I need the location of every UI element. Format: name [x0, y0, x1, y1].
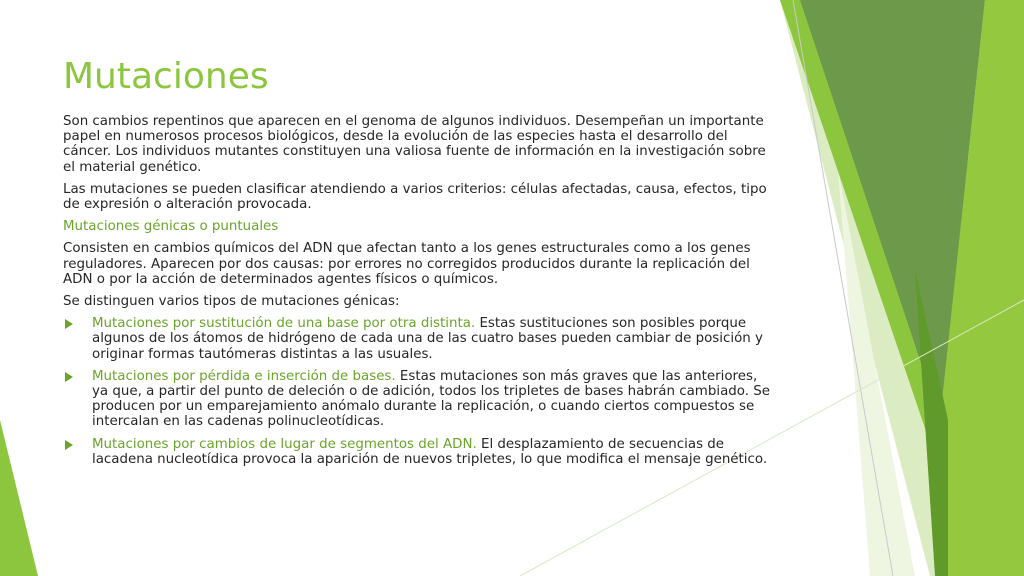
section-subtitle: Mutaciones génicas o puntuales	[63, 219, 279, 235]
list-item	[63, 316, 775, 362]
slide-body	[63, 114, 775, 474]
slide-title: Mutaciones	[63, 56, 269, 97]
types-intro-paragraph: Se distinguen varios tipos de mutaciones génicas:	[63, 294, 400, 310]
intro-paragraph: Son cambios repentinos que aparecen en el genoma de algunos individuos. Desempeñan un importante papel en numerosos procesos biológicos, desde la evolución de las especies hasta el desarrollo del cáncer. Los individuos mutantes constituyen una valiosa fuente de información en la investigación sobre el material genético.	[63, 114, 766, 175]
bullet-text: Estas mutaciones son más graves que las anteriores, ya que, a partir del punto de deleción o de adición, todos los tripletes de bases habrán cambiado. Se producen por un emparejamiento anómalo durante la replicación, o cuando ciertos compuestos se intercalan en las cadenas polinucleotídicas.	[92, 368, 770, 430]
arrow-bullet-icon	[65, 440, 73, 450]
mutation-types-list	[63, 316, 775, 467]
bullet-heading: Mutaciones por cambios de lugar de segmentos del ADN.	[92, 436, 477, 452]
list-item	[63, 437, 775, 467]
list-item	[63, 369, 775, 430]
arrow-bullet-icon	[65, 319, 73, 329]
bullet-text: El desplazamiento de secuencias de lacadena nucleotídica provoca la aparición de nuevos tripletes, lo que modifica el mensaje genético.	[92, 436, 768, 467]
arrow-bullet-icon	[65, 372, 73, 382]
left-green-sliver	[0, 420, 38, 576]
bullet-heading: Mutaciones por sustitución de una base por otra distinta.	[92, 316, 476, 332]
bullet-text: Estas sustituciones son posibles porque algunos de los átomos de hidrógeno de cada una de las cuatro bases pueden cambiar de posición y originar formas tautómeras distintas a las usuales.	[92, 316, 763, 362]
classification-paragraph: Las mutaciones se pueden clasificar atendiendo a varios criterios: células afectadas, causa, efectos, tipo de expresión o alteración provocada.	[63, 181, 767, 213]
bullet-heading: Mutaciones por pérdida e inserción de bases.	[92, 368, 396, 384]
definition-paragraph: Consisten en cambios químicos del ADN que afectan tanto a los genes estructurales como a los genes reguladores. Aparecen por dos causas: por errores no corregidos producidos durante la replicación del ADN o por la acción de determinados agentes físicos o químicos.	[63, 241, 751, 287]
